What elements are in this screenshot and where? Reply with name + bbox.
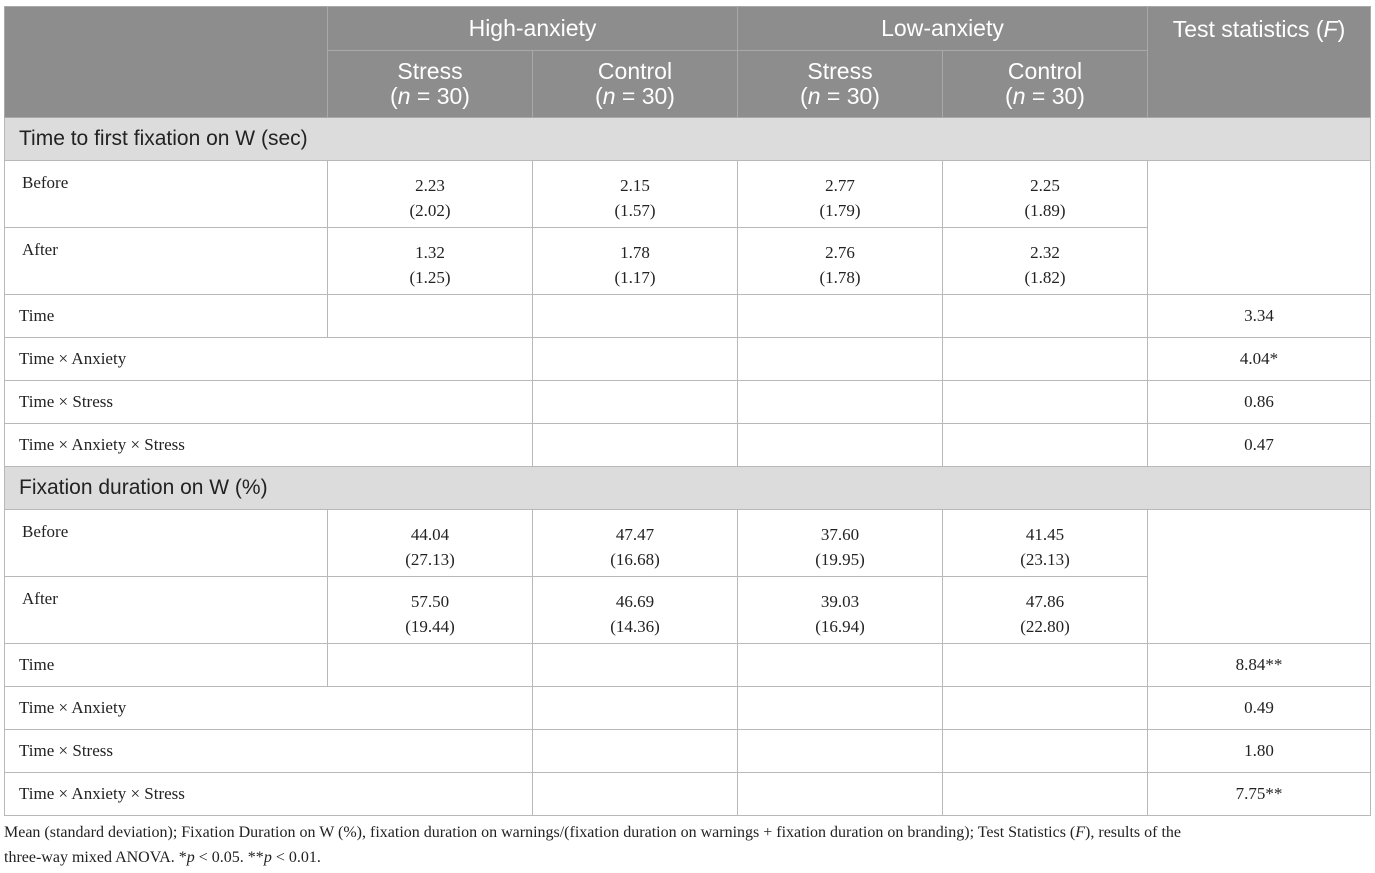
- sd-value: (16.68): [610, 550, 660, 569]
- value-cell: [328, 577, 533, 644]
- row-label: After: [5, 577, 328, 644]
- sd-value: (1.25): [409, 268, 451, 287]
- mean-value: 2.77: [825, 176, 855, 195]
- effect-stat: 0.49: [1148, 687, 1371, 730]
- sd-value: (19.44): [405, 617, 455, 636]
- mean-value: 2.23: [415, 176, 445, 195]
- empty-cell: [738, 644, 943, 687]
- sd-value: (1.79): [819, 201, 861, 220]
- mean-value: 1.32: [415, 243, 445, 262]
- mean-value: 2.15: [620, 176, 650, 195]
- effect-label: Time × Anxiety: [5, 338, 533, 381]
- results-table: [4, 6, 1371, 816]
- sd-value: (27.13): [405, 550, 455, 569]
- empty-cell: [533, 644, 738, 687]
- header-sub-label: Control: [1007, 58, 1083, 84]
- sd-value: (1.89): [1024, 201, 1066, 220]
- empty-cell: [533, 381, 738, 424]
- header-test-statistics: Test statistics (F): [1148, 7, 1371, 118]
- mean-value: 2.25: [1030, 176, 1060, 195]
- effect-label: Time × Anxiety × Stress: [5, 424, 533, 467]
- mean-value: 1.78: [620, 243, 650, 262]
- empty-cell: [328, 295, 533, 338]
- mean-value: 47.47: [615, 525, 655, 544]
- effect-row: [5, 687, 1371, 730]
- results-table-container: [4, 6, 1370, 816]
- value-cell: [533, 510, 738, 577]
- mean-value: 39.03: [820, 592, 860, 611]
- footnote-line-2: three-way mixed ANOVA. *p < 0.05. **p < 0.01.: [4, 849, 321, 866]
- header-sub-label: Stress: [397, 58, 463, 84]
- sd-value: (1.57): [614, 201, 656, 220]
- sd-value: (2.02): [409, 201, 451, 220]
- empty-cell: [738, 381, 943, 424]
- sd-value: (22.80): [1020, 617, 1070, 636]
- value-cell: [943, 161, 1148, 228]
- effect-label: Time × Anxiety × Stress: [5, 773, 533, 816]
- empty-cell: [533, 338, 738, 381]
- header-sub-n: (n = 30): [1005, 83, 1085, 109]
- section-title: Fixation duration on W (%): [5, 467, 1371, 510]
- effect-row: [5, 381, 1371, 424]
- effect-row: [5, 295, 1371, 338]
- empty-cell: [943, 687, 1148, 730]
- header-sub-n: (n = 30): [595, 83, 675, 109]
- value-cell: [738, 510, 943, 577]
- header-sub-label: Control: [597, 58, 673, 84]
- effect-stat: 0.86: [1148, 381, 1371, 424]
- header-low-stress: [738, 51, 943, 118]
- effect-label: Time: [5, 295, 328, 338]
- empty-cell: [533, 773, 738, 816]
- empty-cell: [328, 644, 533, 687]
- mean-value: 44.04: [410, 525, 450, 544]
- empty-cell: [943, 381, 1148, 424]
- section-title: Time to first fixation on W (sec): [5, 118, 1371, 161]
- empty-cell: [533, 295, 738, 338]
- empty-stat-cell: [1148, 161, 1371, 295]
- sd-value: (19.95): [815, 550, 865, 569]
- value-cell: [738, 161, 943, 228]
- empty-cell: [738, 338, 943, 381]
- empty-cell: [533, 730, 738, 773]
- effect-row: [5, 338, 1371, 381]
- mean-value: 47.86: [1025, 592, 1065, 611]
- header-sub-n: (n = 30): [800, 83, 880, 109]
- row-label: Before: [5, 510, 328, 577]
- empty-cell: [943, 644, 1148, 687]
- value-cell: [328, 228, 533, 295]
- header-sub-label: Stress: [807, 58, 873, 84]
- table-body: [5, 118, 1371, 816]
- empty-stat-cell: [1148, 510, 1371, 644]
- section-header-row: [5, 118, 1371, 161]
- empty-cell: [943, 730, 1148, 773]
- effect-label: Time × Stress: [5, 730, 533, 773]
- value-cell: [328, 161, 533, 228]
- sd-value: (1.82): [1024, 268, 1066, 287]
- header-group-high-anxiety: High-anxiety: [328, 7, 738, 51]
- row-label: After: [5, 228, 328, 295]
- value-cell: [943, 510, 1148, 577]
- section-header-row: [5, 467, 1371, 510]
- footnote-line-1: Mean (standard deviation); Fixation Duration on W (%), fixation duration on warnings/(fixation duration on warnings + fixation duration on branding); Test Statistics (F), results of the: [4, 824, 1182, 841]
- effect-stat: 4.04*: [1148, 338, 1371, 381]
- value-cell: [738, 577, 943, 644]
- effect-stat: 8.84**: [1148, 644, 1371, 687]
- header-sub-n: (n = 30): [390, 83, 470, 109]
- mean-value: 46.69: [615, 592, 655, 611]
- row-label: Before: [5, 161, 328, 228]
- table-row: [5, 161, 1371, 228]
- empty-cell: [943, 424, 1148, 467]
- effect-row: [5, 773, 1371, 816]
- empty-cell: [943, 773, 1148, 816]
- mean-value: 41.45: [1025, 525, 1065, 544]
- value-cell: [943, 577, 1148, 644]
- mean-value: 37.60: [820, 525, 860, 544]
- empty-cell: [738, 730, 943, 773]
- value-cell: [943, 228, 1148, 295]
- empty-cell: [533, 687, 738, 730]
- empty-cell: [738, 424, 943, 467]
- sd-value: (1.17): [614, 268, 656, 287]
- value-cell: [533, 161, 738, 228]
- empty-cell: [738, 295, 943, 338]
- header-high-control: [533, 51, 738, 118]
- sd-value: (14.36): [610, 617, 660, 636]
- effect-stat: 1.80: [1148, 730, 1371, 773]
- effect-row: [5, 424, 1371, 467]
- empty-cell: [738, 773, 943, 816]
- effect-label: Time × Stress: [5, 381, 533, 424]
- value-cell: [533, 228, 738, 295]
- table-row: [5, 510, 1371, 577]
- header-empty-cell: [5, 7, 328, 118]
- effect-stat: 3.34: [1148, 295, 1371, 338]
- mean-value: 2.76: [825, 243, 855, 262]
- effect-row: [5, 644, 1371, 687]
- empty-cell: [943, 295, 1148, 338]
- header-group-low-anxiety: Low-anxiety: [738, 7, 1148, 51]
- empty-cell: [533, 424, 738, 467]
- sd-value: (1.78): [819, 268, 861, 287]
- value-cell: [328, 510, 533, 577]
- table-footnote: [4, 820, 1370, 870]
- effect-stat: 0.47: [1148, 424, 1371, 467]
- sd-value: (23.13): [1020, 550, 1070, 569]
- sd-value: (16.94): [815, 617, 865, 636]
- empty-cell: [943, 338, 1148, 381]
- header-low-control: [943, 51, 1148, 118]
- effect-row: [5, 730, 1371, 773]
- effect-label: Time: [5, 644, 328, 687]
- mean-value: 2.32: [1030, 243, 1060, 262]
- mean-value: 57.50: [410, 592, 450, 611]
- header-high-stress: [328, 51, 533, 118]
- value-cell: [738, 228, 943, 295]
- effect-label: Time × Anxiety: [5, 687, 533, 730]
- empty-cell: [738, 687, 943, 730]
- value-cell: [533, 577, 738, 644]
- table-header: [5, 7, 1371, 118]
- effect-stat: 7.75**: [1148, 773, 1371, 816]
